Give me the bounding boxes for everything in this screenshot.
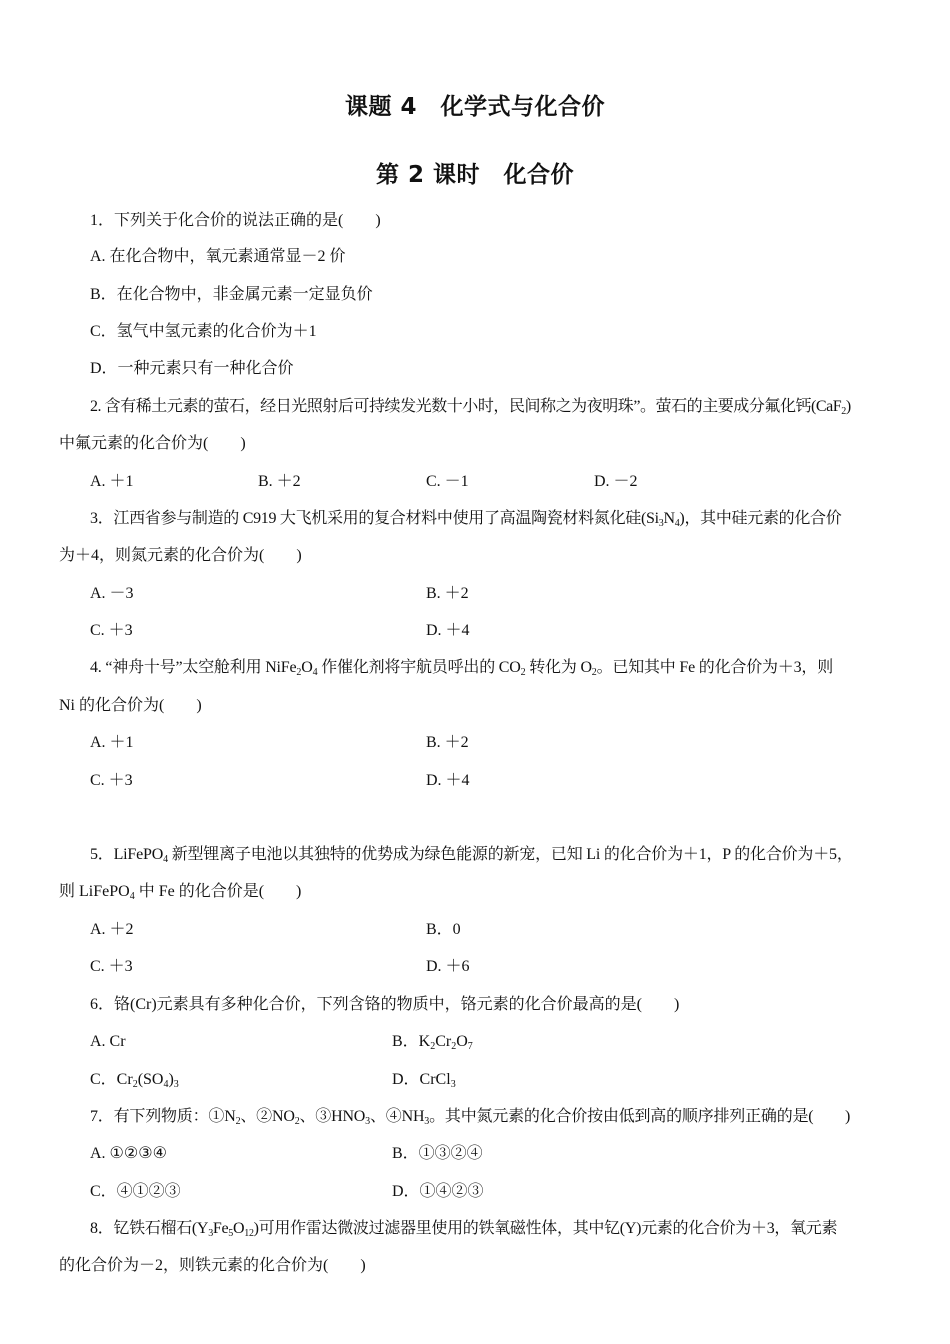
q7-option-a: A. ①②③④ [90,1145,167,1162]
q2-option-a: A. ＋1 [90,473,134,490]
q4-stem: 4. “神舟十号”太空舱利用 $NiFe_2O_4$ 作催化剂将宇航员呼出的 $CO_2$ 转化为 $O_2$。已知其中 Fe 的化合价为＋3，则 [90,659,834,678]
q2-option-c: C. －1 [426,473,469,490]
q5-stem: 5．LiFePO$_4$ 新型锂离子电池以其独特的优势成为绿色能源的新宠，已知 Li 的化合价为＋1，P 的化合价为＋5， [90,846,853,865]
q6-option-b: B．$K_2Cr_2O_7$ [392,1033,473,1052]
q2-stem-continued: 中氟元素的化合价为( ) [59,435,246,452]
q8-stem: 8．钇铁石榴石$(Y_3Fe_5O_{12})$可用作雷达微波过滤器里使用的铁氧磁性体，其中钇(Y)元素的化合价为＋3，氧元素 [90,1220,838,1239]
q3-option-b: B. ＋2 [426,585,469,602]
q8-stem-continued: 的化合价为－2，则铁元素的化合价为( ) [59,1257,366,1274]
q4-option-b: B. ＋2 [426,734,469,751]
q4-option-d: D. ＋4 [426,772,470,789]
q1-stem: 1．下列关于化合价的说法正确的是( ) [90,212,381,229]
q5-option-a: A. ＋2 [90,921,134,938]
q5-option-d: D. ＋6 [426,958,470,975]
q6-option-c: C．$Cr_2(SO_4)_3$ [90,1071,179,1090]
q2-option-d: D. －2 [594,473,638,490]
q7-stem: 7．有下列物质：$①N_2$、$②NO_2$、$③HNO_3$、$④NH_3$。其中氮元素的化合价按由低到高的顺序排列正确的是( ) [90,1108,851,1127]
page-subtitle: 第 2 课时 化合价 [375,162,575,188]
q3-stem: 3．江西省参与制造的 C919 大飞机采用的复合材料中使用了高温陶瓷材料氮化硅$(Si_3N_4)$，其中硅元素的化合价 [90,510,842,529]
q2-option-b: B. ＋2 [258,473,301,490]
q7-option-c: C．④①②③ [90,1183,181,1200]
q4-option-c: C. ＋3 [90,772,133,789]
q5-option-c: C. ＋3 [90,958,133,975]
q7-option-b: B．①③②④ [392,1145,483,1162]
q3-stem-continued: 为＋4，则氮元素的化合价为( ) [59,547,302,564]
q4-option-a: A. ＋1 [90,734,134,751]
page-title: 课题 4 化学式与化合价 [344,94,605,120]
q3-option-a: A. －3 [90,585,134,602]
q3-option-c: C. ＋3 [90,622,133,639]
q5-option-b: B．0 [426,921,461,938]
q1-option-b: B．在化合物中，非金属元素一定显负价 [90,286,373,303]
q6-option-d: D．CrCl$_3$ [392,1071,456,1090]
q7-option-d: D．①④②③ [392,1183,484,1200]
q4-stem-continued: Ni 的化合价为( ) [59,697,202,714]
q3-option-d: D. ＋4 [426,622,470,639]
q1-option-a: A. 在化合物中，氧元素通常显－2 价 [90,248,346,265]
q2-stem: 2. 含有稀土元素的萤石，经日光照射后可持续发光数十小时，民间称之为夜明珠”。萤石的主要成分氟化钙(CaF$_2$) [90,398,851,417]
q6-stem: 6．铬(Cr)元素具有多种化合价，下列含铬的物质中，铬元素的化合价最高的是( ) [90,996,680,1013]
q6-option-a: A. Cr [90,1033,126,1050]
q1-option-c: C．氢气中氢元素的化合价为＋1 [90,323,317,340]
q5-stem-continued: 则 LiFePO$_4$ 中 Fe 的化合价是( ) [59,883,302,902]
q1-option-d: D．一种元素只有一种化合价 [90,360,294,377]
